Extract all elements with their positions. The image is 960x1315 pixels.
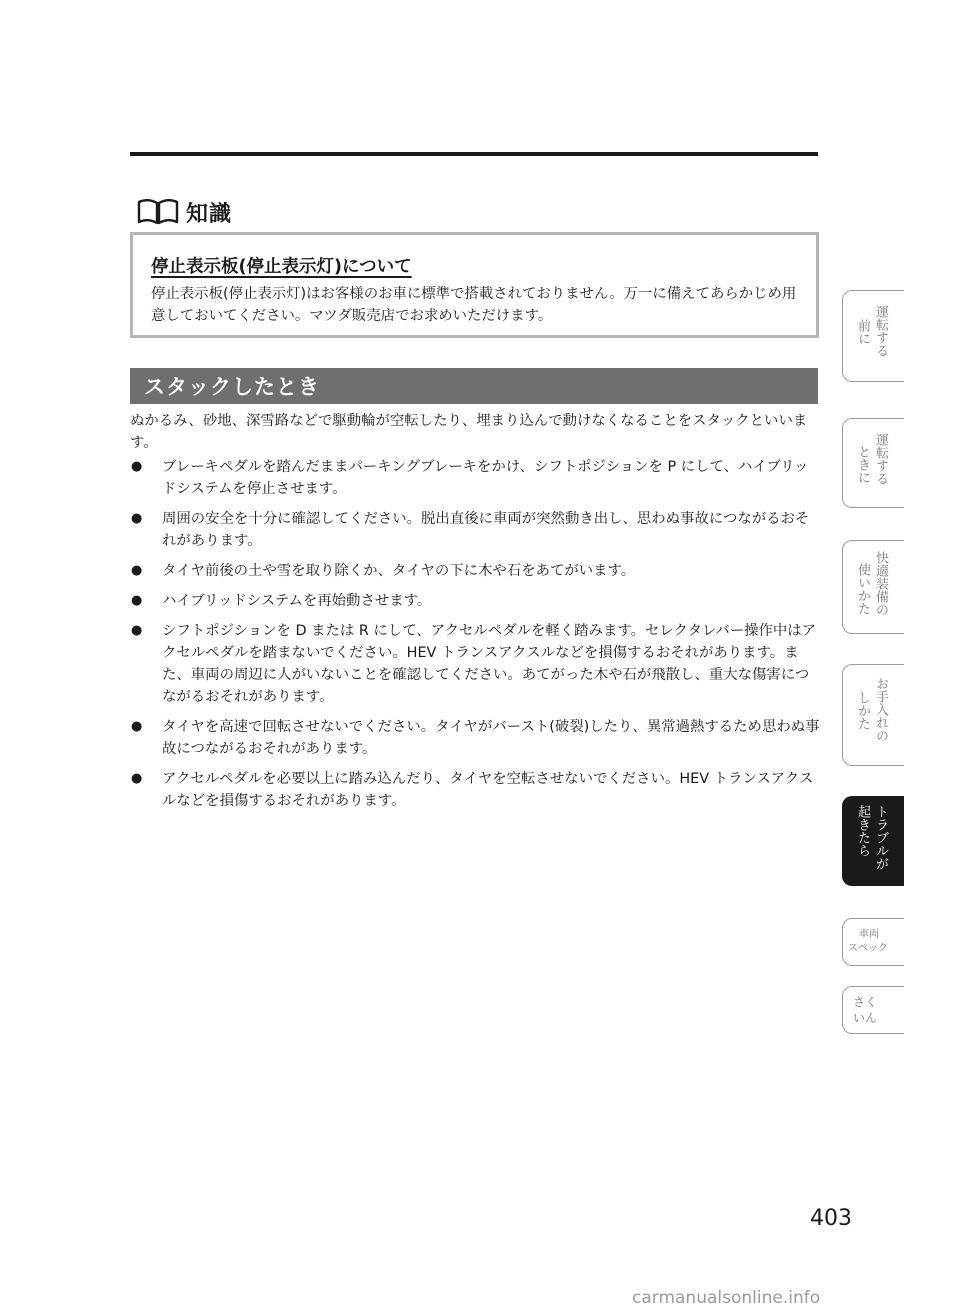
list-item xyxy=(130,560,820,582)
tab-label-line1: トラブルが xyxy=(873,805,888,870)
open-book-icon xyxy=(136,198,180,226)
list-item-text: ブレーキペダルを踏んだままパーキングブレーキをかけ、シフトポジションを P にして、ハイブリッドシステムを停止させます。 xyxy=(162,459,809,497)
list-item xyxy=(130,768,820,812)
tab-troubleshooting[interactable] xyxy=(842,796,904,886)
tab-index[interactable] xyxy=(842,986,904,1034)
section-title: スタックしたとき xyxy=(144,375,320,399)
list-item-text: ハイブリッドシステムを再始動させます。 xyxy=(162,593,432,609)
tab-maintenance[interactable] xyxy=(842,664,904,766)
tab-label-line1: 運転する xyxy=(873,433,888,485)
knowledge-label: 知識 xyxy=(186,201,233,227)
tab-comfort-features[interactable] xyxy=(842,540,904,634)
tab-before-driving[interactable] xyxy=(842,290,904,382)
watermark: carmanualsonline.info xyxy=(632,1288,821,1308)
bullet-icon: ● xyxy=(131,511,143,526)
list-item-text: 周囲の安全を十分に確認してください。脱出直後に車両が突然動き出し、思わぬ事故につながるおそれがあります。 xyxy=(162,511,810,549)
list-item-text: タイヤを高速で回転させないでください。タイヤがバースト(破裂)したり、異常過熱するため思わぬ事故につながるおそれがあります。 xyxy=(162,719,820,757)
tab-vehicle-specs[interactable] xyxy=(842,918,904,966)
knowledge-heading xyxy=(136,196,232,228)
knowledge-title: 停止表示板(停止表示灯)について xyxy=(151,257,412,277)
tab-label-line1: お手入れの xyxy=(873,677,888,742)
tab-label-line2: しかた xyxy=(855,691,870,730)
list-item-text: タイヤ前後の土や雪を取り除くか、タイヤの下に木や石をあてがいます。 xyxy=(162,563,636,579)
knowledge-box xyxy=(130,232,819,338)
bullet-icon: ● xyxy=(131,459,143,474)
header-rule xyxy=(130,152,818,156)
list-item xyxy=(130,590,820,612)
tab-label-line2: スペック xyxy=(848,943,888,954)
bullet-icon: ● xyxy=(131,593,143,608)
instruction-list xyxy=(130,456,820,812)
list-item xyxy=(130,716,820,760)
bullet-icon: ● xyxy=(131,623,143,638)
knowledge-body: 停止表示板(停止表示灯)はお客様のお車に標準で搭載されておりません。万一に備えてあらかじめ用意しておいてください。マツダ販売店でお求めいただけます。 xyxy=(151,286,797,324)
list-item xyxy=(130,620,820,708)
section-content xyxy=(130,410,820,820)
list-item xyxy=(130,508,820,552)
tab-while-driving[interactable] xyxy=(842,418,904,508)
tab-label-line2: 起きたら xyxy=(855,805,870,857)
tab-label-line2: 使いかた xyxy=(855,563,870,615)
bullet-icon: ● xyxy=(131,563,143,578)
list-item-text: シフトポジションを D または R にして、アクセルペダルを軽く踏みます。セレクタレバー操作中はアクセルペダルを踏まないでください。HEV トランスアクスルなどを損傷するおそれがあります。また、車両の周辺に人がいないことを確認してください。あてがった木や石が飛散し、重大な傷害につながるおそれがあります。 xyxy=(162,623,817,705)
list-item xyxy=(130,456,820,500)
tab-label-line1: さく xyxy=(853,995,878,1009)
page-number: 403 xyxy=(810,1206,852,1231)
tab-label-line2: ときに xyxy=(855,445,870,484)
list-item-text: アクセルペダルを必要以上に踏み込んだり、タイヤを空転させないでください。HEV トランスアクスルなどを損傷するおそれがあります。 xyxy=(162,771,814,809)
tab-label-line1: 運転する xyxy=(873,305,888,357)
bullet-icon: ● xyxy=(131,771,143,786)
tab-label-line2: いん xyxy=(853,1011,878,1025)
tab-label-line2: 前に xyxy=(855,319,870,345)
tab-label-line1: 快適装備の xyxy=(873,551,888,616)
bullet-icon: ● xyxy=(131,719,143,734)
section-intro: ぬかるみ、砂地、深雪路などで駆動輪が空転したり、埋まり込んで動けなくなることをスタックといいます。 xyxy=(130,413,808,451)
tab-label-line1: 車両 xyxy=(859,929,879,940)
section-header xyxy=(130,368,818,404)
